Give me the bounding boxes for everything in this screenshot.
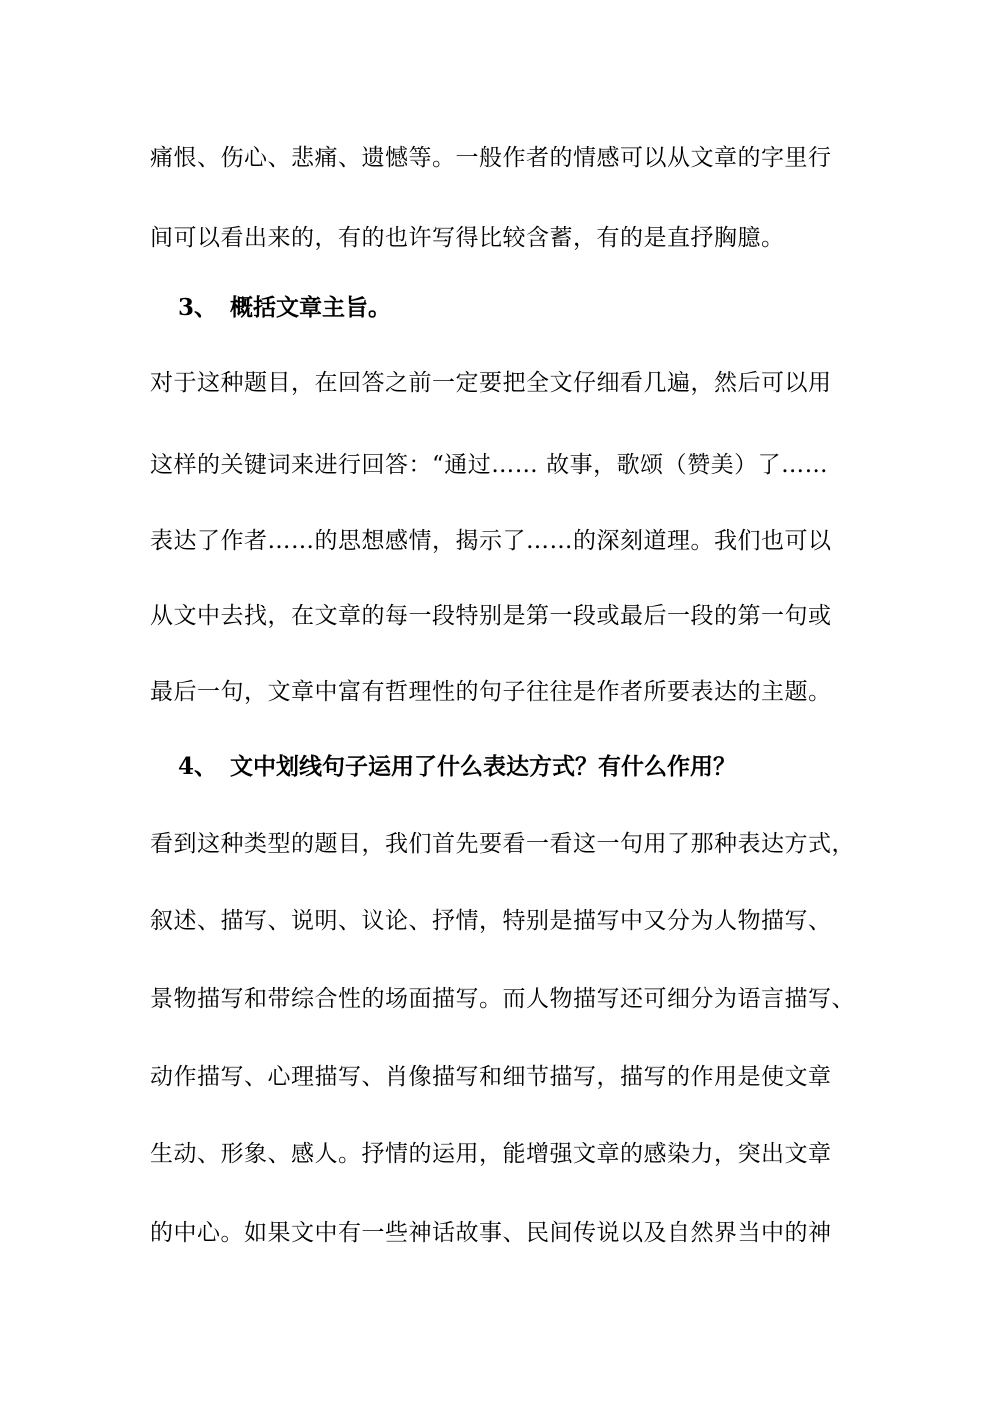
section-heading-3 [178, 293, 391, 323]
paragraph-line: 痛恨、伤心、悲痛、遗憾等。一般作者的情感可以从文章的字里行 [150, 145, 832, 171]
section-heading-4 [178, 752, 736, 782]
section-number: 4、 [178, 753, 218, 780]
paragraph-line: 景物描写和带综合性的场面描写。而人物描写还可细分为语言描写、 [150, 986, 855, 1012]
paragraph-line: 从文中去找，在文章的每一段特别是第一段或最后一段的第一句或 [150, 603, 832, 629]
paragraph-line: 这样的关键词来进行回答：“通过…… 故事，歌颂（赞美）了…… [150, 452, 829, 478]
paragraph-line: 的中心。如果文中有一些神话故事、民间传说以及自然界当中的神 [150, 1220, 832, 1246]
section-title: 概括文章主旨。 [230, 294, 391, 321]
paragraph-line: 对于这种题目，在回答之前一定要把全文仔细看几遍，然后可以用 [150, 370, 832, 396]
paragraph-line: 叙述、描写、说明、议论、抒情，特别是描写中又分为人物描写、 [150, 908, 832, 934]
paragraph-line: 看到这种类型的题目，我们首先要看一看这一句用了那种表达方式， [150, 831, 855, 857]
paragraph-line: 动作描写、心理描写、肖像描写和细节描写，描写的作用是使文章 [150, 1064, 832, 1090]
section-number: 3、 [178, 294, 218, 321]
paragraph-line: 间可以看出来的，有的也许写得比较含蓄，有的是直抒胸臆。 [150, 225, 785, 251]
paragraph-line: 最后一句，文章中富有哲理性的句子往往是作者所要表达的主题。 [150, 679, 832, 705]
paragraph-line: 表达了作者……的思想感情，揭示了……的深刻道理。我们也可以 [150, 528, 832, 554]
paragraph-line: 生动、形象、感人。抒情的运用，能增强文章的感染力，突出文章 [150, 1141, 832, 1167]
section-title: 文中划线句子运用了什么表达方式？有什么作用？ [230, 753, 736, 780]
